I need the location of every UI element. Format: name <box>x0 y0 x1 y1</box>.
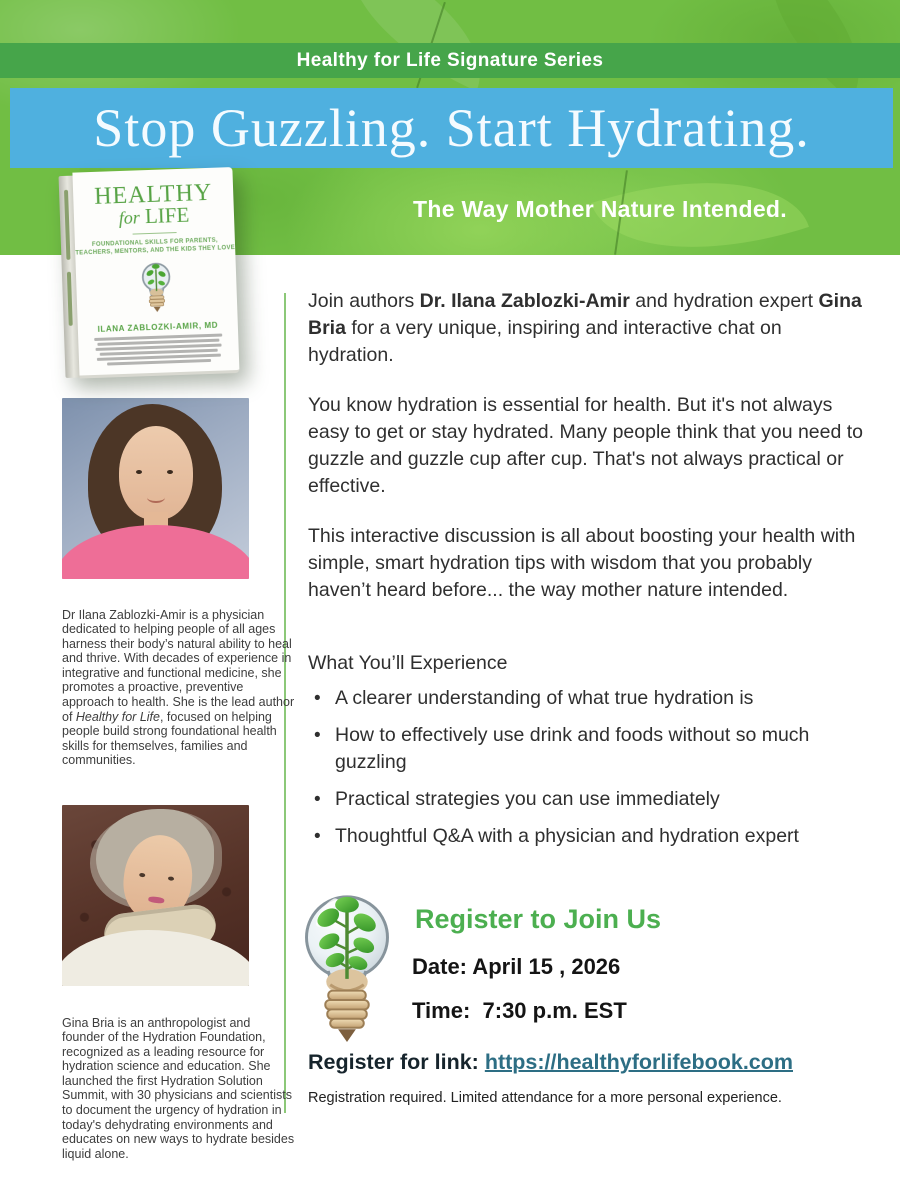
eye <box>136 470 142 474</box>
registration-link[interactable]: https://healthyforlifebook.com <box>484 1050 793 1074</box>
gina-bio: Gina Bria is an anthropologist and founder of the Hydration Foundation, recognized as a leading resource for hydration science and education. She launched the first Hydration Solution Summit, with 30 physicians and scientists to document the urgency of hydration in today's dehydrating environments and educates on new ways to hydrate besides liquid alone. <box>62 1015 295 1161</box>
intro-text: Join authors <box>308 290 420 312</box>
lips <box>148 896 165 904</box>
book-subtitle-1: FOUNDATIONAL SKILLS FOR PARENTS, <box>91 237 218 249</box>
register-heading: Register to Join Us <box>415 904 662 934</box>
intro-paragraph <box>308 288 870 369</box>
list-item: • Practical strategies you can use immediately <box>308 786 870 813</box>
eye <box>167 470 173 474</box>
book-front-cover <box>72 167 239 378</box>
book-title: HEALTHY <box>93 179 213 210</box>
book-title-for: for <box>118 207 141 229</box>
tagline-text: The Way Mother Nature Intended. <box>413 196 787 222</box>
list-item: • How to effectively use drink and foods without so much guzzling <box>308 722 870 776</box>
book-cover <box>58 167 241 381</box>
book-rule <box>133 232 177 235</box>
register-link-line <box>308 1050 793 1075</box>
eye <box>168 876 174 881</box>
ilana-photo <box>62 398 249 579</box>
book-bulb-plant-icon <box>132 258 180 316</box>
series-banner-bar <box>0 43 900 78</box>
bio-text: Dr Ilana Zablozki-Amir is a physician dedicated to helping people of all ages harness their body’s natural ability to heal and thrive. With decades of experience in integrative and functional medicine, she promotes a proactive, preventive approach to health. She is the lead author of <box>62 607 295 724</box>
spine-text-decoration <box>67 272 73 326</box>
eye <box>139 873 145 878</box>
list-item: • A clearer understanding of what true hydration is <box>308 685 870 712</box>
ilana-bio <box>62 608 296 769</box>
book-title-italic: Healthy for Life <box>75 709 160 724</box>
series-banner-text: Healthy for Life Signature Series <box>296 49 604 71</box>
experience-list <box>308 685 870 860</box>
paragraph-interactive-discussion: This interactive discussion is all about boosting your health with simple, smart hydration tips with wisdom that you probably haven’t heard before... the way mother nature intended. <box>308 525 856 601</box>
ilana-sweater <box>62 525 249 579</box>
paragraph-hydration-essential: You know hydration is essential for health. But it's not always easy to get or stay hydrated. Many people think that you need to guzzle and guzzle cup after cup. That's not always practical or effective. <box>308 394 864 497</box>
author-name-bold: Gina Bria <box>308 290 862 339</box>
intro-text: for a very unique, inspiring and interactive chat on hydration. <box>308 317 782 366</box>
event-time: Time: 7:30 p.m. EST <box>412 998 627 1023</box>
smile <box>147 492 165 503</box>
bio-text: , focused on helping people build strong foundational health skills for themselves, families and communities. <box>62 709 277 768</box>
lightbulb-plant-icon <box>297 886 397 1044</box>
book-subtitle-2: TEACHERS, MENTORS, AND THE KIDS THEY LOVE <box>75 245 236 257</box>
headline-band <box>10 88 893 168</box>
ilana-face <box>119 426 193 520</box>
list-item: • Thoughtful Q&A with a physician and hydration expert <box>308 823 870 850</box>
book-title-life: LIFE <box>139 202 190 229</box>
event-date: Date: April 15 , 2026 <box>412 954 621 979</box>
book-author: ILANA ZABLOZKI-AMIR, MD <box>97 320 219 334</box>
book-endorsement-lines <box>78 333 239 367</box>
registration-note: Registration required. Limited attendance for a more personal experience. <box>308 1090 782 1106</box>
intro-text: and hydration expert <box>629 290 819 312</box>
experience-heading: What You’ll Experience <box>308 652 508 674</box>
register-link-label: Register for link: <box>308 1050 485 1074</box>
gina-photo <box>62 805 249 986</box>
page-title: Stop Guzzling. Start Hydrating. <box>93 98 810 158</box>
spine-text-decoration <box>64 190 70 260</box>
author-name-bold: Dr. Ilana Zablozki-Amir <box>419 290 630 312</box>
